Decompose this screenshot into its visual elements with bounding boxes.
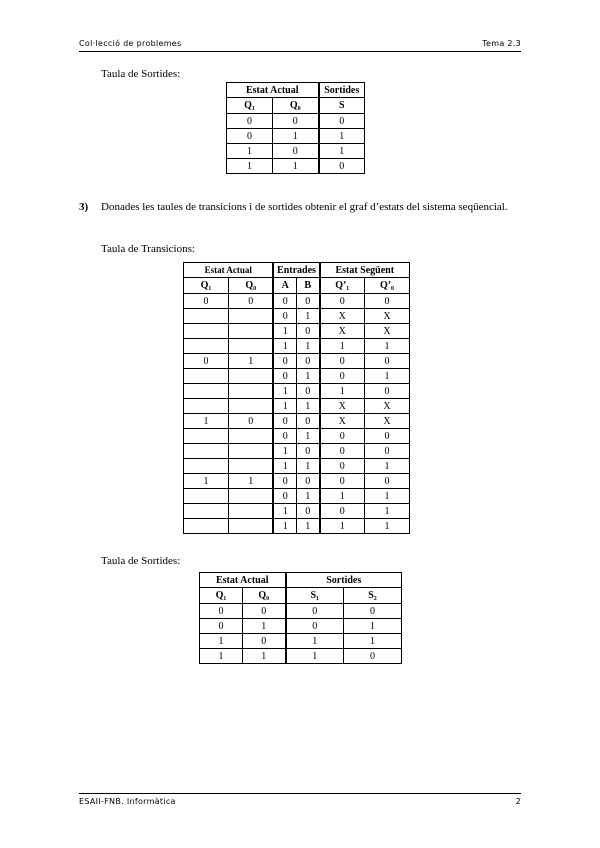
cell-q0: 0 <box>228 294 273 309</box>
cell-b: 1 <box>296 309 319 324</box>
cell-b: 1 <box>296 459 319 474</box>
cell-q0 <box>228 504 273 519</box>
table-row <box>184 339 410 354</box>
col-b: B <box>296 278 319 294</box>
table-row <box>200 634 402 649</box>
cell-q0 <box>228 444 273 459</box>
cell-a: 0 <box>273 474 296 489</box>
cell-n1: X <box>320 399 365 414</box>
cell-q0: 0 <box>228 414 273 429</box>
cell-n1: 0 <box>320 369 365 384</box>
table-row <box>184 294 410 309</box>
cell-n1: 0 <box>320 354 365 369</box>
cell-q1 <box>184 339 229 354</box>
cell-q1: 1 <box>184 414 229 429</box>
footer-rule <box>79 793 521 794</box>
table-row <box>184 309 410 324</box>
footer-source: ESAII-FNB. Informàtica <box>79 797 176 806</box>
cell-n1: 1 <box>320 384 365 399</box>
cell-b: 0 <box>296 294 319 309</box>
cell-a: 0 <box>273 309 296 324</box>
page-header <box>79 39 521 48</box>
cell-q1: 0 <box>200 604 243 619</box>
cell-q0: 0 <box>273 144 319 159</box>
cell-q1 <box>184 324 229 339</box>
cell-b: 0 <box>296 414 319 429</box>
cell-s: 1 <box>319 129 365 144</box>
cell-q1 <box>184 489 229 504</box>
table-row <box>200 604 402 619</box>
cell-n1: 0 <box>320 294 365 309</box>
table-row <box>184 384 410 399</box>
header-rule <box>79 51 521 52</box>
table-row <box>227 159 365 174</box>
col-q1: Q₁ <box>200 588 243 604</box>
cell-n0: X <box>364 324 409 339</box>
col-q0: Q₀ <box>243 588 286 604</box>
cell-a: 1 <box>273 519 296 534</box>
output-table-2 <box>199 572 402 664</box>
table-row <box>227 129 365 144</box>
cell-s1: 0 <box>286 619 344 634</box>
table-row <box>184 369 410 384</box>
cell-q1: 0 <box>200 619 243 634</box>
cell-q0: 1 <box>228 474 273 489</box>
cell-n0: 0 <box>364 444 409 459</box>
cell-a: 1 <box>273 444 296 459</box>
cell-a: 0 <box>273 489 296 504</box>
cell-q0: 1 <box>273 159 319 174</box>
cell-q1 <box>184 399 229 414</box>
cell-q1: 1 <box>184 474 229 489</box>
cell-q1: 0 <box>184 294 229 309</box>
cell-b: 0 <box>296 444 319 459</box>
cell-b: 0 <box>296 354 319 369</box>
cell-q1: 1 <box>227 144 273 159</box>
cell-q0 <box>228 399 273 414</box>
cell-n0: 0 <box>364 294 409 309</box>
page-footer <box>79 797 521 806</box>
cell-b: 0 <box>296 474 319 489</box>
table-row <box>184 489 410 504</box>
cell-n0: X <box>364 309 409 324</box>
cell-q1 <box>184 459 229 474</box>
cell-s: 0 <box>319 114 365 129</box>
cell-q1 <box>184 519 229 534</box>
cell-q0: 1 <box>243 619 286 634</box>
col-q1: Q₁ <box>184 278 229 294</box>
table-row <box>184 519 410 534</box>
group-state-header: Estat Actual <box>200 573 286 588</box>
table-row <box>184 324 410 339</box>
cell-q0: 0 <box>243 634 286 649</box>
cell-q1: 0 <box>227 129 273 144</box>
cell-n1: 0 <box>320 429 365 444</box>
group-output-header: Sortides <box>286 573 402 588</box>
cell-n0: X <box>364 414 409 429</box>
cell-q0 <box>228 369 273 384</box>
cell-q0 <box>228 519 273 534</box>
group-inputs-header: Entrades <box>273 263 319 278</box>
cell-s1: 1 <box>286 634 344 649</box>
table-row <box>227 144 365 159</box>
transition-table <box>183 262 410 534</box>
cell-q0 <box>228 339 273 354</box>
cell-n0: 1 <box>364 504 409 519</box>
cell-n1: X <box>320 309 365 324</box>
cell-n1: 1 <box>320 339 365 354</box>
cell-q1: 0 <box>227 114 273 129</box>
cell-q1 <box>184 384 229 399</box>
cell-a: 1 <box>273 324 296 339</box>
col-q0: Q₀ <box>228 278 273 294</box>
cell-a: 0 <box>273 354 296 369</box>
cell-a: 0 <box>273 429 296 444</box>
cell-s2: 1 <box>344 634 402 649</box>
cell-a: 0 <box>273 414 296 429</box>
cell-q0 <box>228 489 273 504</box>
cell-q1 <box>184 504 229 519</box>
output-table-1 <box>226 82 365 174</box>
cell-q1: 1 <box>200 634 243 649</box>
cell-n0: 1 <box>364 459 409 474</box>
cell-s2: 0 <box>344 649 402 664</box>
cell-q0: 1 <box>243 649 286 664</box>
cell-a: 0 <box>273 369 296 384</box>
col-q1: Q₁ <box>227 98 273 114</box>
cell-s2: 0 <box>344 604 402 619</box>
cell-s: 1 <box>319 144 365 159</box>
table-row <box>184 414 410 429</box>
cell-s2: 1 <box>344 619 402 634</box>
cell-q1: 1 <box>227 159 273 174</box>
cell-q1 <box>184 444 229 459</box>
cell-q1 <box>184 429 229 444</box>
group-state-header: Estat Actual <box>184 263 274 278</box>
table-row <box>184 429 410 444</box>
cell-n0: 1 <box>364 519 409 534</box>
problem-number: 3) <box>79 201 89 213</box>
col-s: S <box>319 98 365 114</box>
page-number: 2 <box>515 797 521 806</box>
col-a: A <box>273 278 296 294</box>
group-state-header: Estat Actual <box>227 83 319 98</box>
cell-a: 0 <box>273 294 296 309</box>
cell-q0 <box>228 459 273 474</box>
cell-b: 1 <box>296 429 319 444</box>
col-s2: S₂ <box>344 588 402 604</box>
table-row <box>200 649 402 664</box>
cell-q1 <box>184 309 229 324</box>
cell-n1: 0 <box>320 444 365 459</box>
header-title: Col·lecció de problemes <box>79 39 182 48</box>
cell-q0 <box>228 324 273 339</box>
table-a-caption: Taula de Sortides: <box>101 68 181 80</box>
cell-a: 1 <box>273 399 296 414</box>
table-row <box>200 619 402 634</box>
cell-q0: 1 <box>228 354 273 369</box>
header-section: Tema 2.3 <box>482 39 521 48</box>
cell-n1: 0 <box>320 459 365 474</box>
cell-b: 1 <box>296 519 319 534</box>
cell-n0: X <box>364 399 409 414</box>
table-row <box>184 399 410 414</box>
cell-n1: 1 <box>320 489 365 504</box>
cell-b: 1 <box>296 369 319 384</box>
cell-s1: 0 <box>286 604 344 619</box>
cell-a: 1 <box>273 504 296 519</box>
col-next-q1: Q’₁ <box>320 278 365 294</box>
cell-a: 1 <box>273 459 296 474</box>
cell-n0: 0 <box>364 474 409 489</box>
cell-b: 0 <box>296 324 319 339</box>
cell-n1: X <box>320 414 365 429</box>
col-s1: S₁ <box>286 588 344 604</box>
cell-q0 <box>228 384 273 399</box>
cell-n0: 0 <box>364 354 409 369</box>
table-row <box>184 504 410 519</box>
cell-b: 0 <box>296 384 319 399</box>
cell-n1: 1 <box>320 519 365 534</box>
cell-b: 0 <box>296 504 319 519</box>
table-c-caption: Taula de Sortides: <box>101 555 181 567</box>
cell-q0: 0 <box>243 604 286 619</box>
cell-s: 0 <box>319 159 365 174</box>
cell-s1: 1 <box>286 649 344 664</box>
table-row <box>184 474 410 489</box>
table-row <box>184 459 410 474</box>
cell-b: 1 <box>296 339 319 354</box>
cell-n0: 1 <box>364 339 409 354</box>
cell-n1: 0 <box>320 504 365 519</box>
table-b-caption: Taula de Transicions: <box>101 243 195 255</box>
col-next-q0: Q’₀ <box>364 278 409 294</box>
cell-n1: X <box>320 324 365 339</box>
cell-n0: 1 <box>364 369 409 384</box>
cell-a: 1 <box>273 384 296 399</box>
cell-q1: 1 <box>200 649 243 664</box>
cell-n0: 1 <box>364 489 409 504</box>
cell-b: 1 <box>296 399 319 414</box>
group-output-header: Sortides <box>319 83 365 98</box>
table-row <box>184 354 410 369</box>
cell-n1: 0 <box>320 474 365 489</box>
cell-n0: 0 <box>364 384 409 399</box>
cell-q0 <box>228 309 273 324</box>
cell-q0 <box>228 429 273 444</box>
cell-q1 <box>184 369 229 384</box>
table-row <box>184 444 410 459</box>
problem-text: Donades les taules de transicions i de sortides obtenir el graf d’estats del sistema seqüencial. <box>101 201 508 213</box>
table-row <box>227 114 365 129</box>
group-next-state-header: Estat Següent <box>320 263 410 278</box>
cell-q1: 0 <box>184 354 229 369</box>
cell-q0: 0 <box>273 114 319 129</box>
cell-q0: 1 <box>273 129 319 144</box>
col-q0: Q₀ <box>273 98 319 114</box>
cell-a: 1 <box>273 339 296 354</box>
cell-b: 1 <box>296 489 319 504</box>
cell-n0: 0 <box>364 429 409 444</box>
